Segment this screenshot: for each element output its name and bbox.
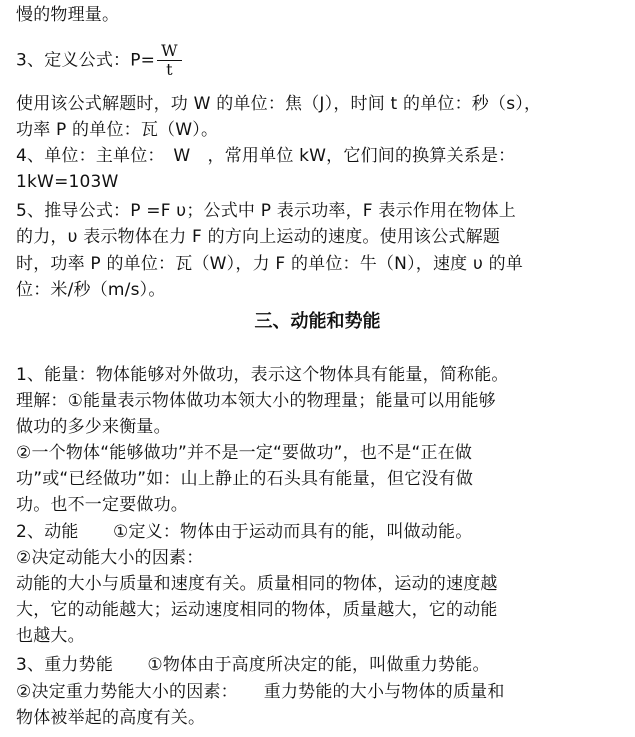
text-line: 使用该公式解题时，功 W 的单位：焦（J），时间 t 的单位：秒（s）， — [16, 94, 542, 114]
text-line: 1、能量：物体能够对外做功，表示这个物体具有能量，简称能。 — [16, 365, 509, 385]
section-heading: 三、动能和势能 — [254, 311, 381, 332]
text-line: 慢的物理量。 — [16, 5, 120, 25]
text-line: 2、动能 ①定义：物体由于运动而具有的能，叫做动能。 — [16, 522, 473, 542]
text-line: ②决定重力势能大小的因素： 重力势能的大小与物体的质量和 — [16, 682, 505, 702]
formula-prefix: 3、定义公式：P= — [16, 50, 156, 71]
text-line: 大，它的动能越大；运动速度相同的物体，质量越大，它的动能 — [16, 600, 498, 620]
text-line: 时，功率 P 的单位：瓦（W），力 F 的单位：牛（N），速度 υ 的单 — [16, 254, 524, 274]
text-line: 功率 P 的单位：瓦（W）。 — [16, 120, 219, 140]
text-line: 5、推导公式：P =F υ；公式中 P 表示功率，F 表示作用在物体上 — [16, 201, 516, 221]
text-line: 物体被举起的高度有关。 — [16, 708, 206, 728]
text-line: 3、重力势能 ①物体由于高度所决定的能，叫做重力势能。 — [16, 655, 490, 675]
text-line: 动能的大小与质量和速度有关。质量相同的物体，运动的速度越 — [16, 574, 498, 594]
text-line: 的力，υ 表示物体在力 F 的方向上运动的速度。使用该公式解题 — [16, 227, 501, 247]
text-line: 1kW=103W — [16, 172, 119, 192]
text-line: 做功的多少来衡量。 — [16, 417, 171, 437]
text-line: 4、单位：主单位： W ，常用单位 kW，它们间的换算关系是： — [16, 146, 516, 166]
text-line: 也越大。 — [16, 626, 85, 646]
text-line: ②一个物体“能够做功”并不是一定“要做功”，也不是“正在做 — [16, 443, 473, 463]
text-line: 功。也不一定要做功。 — [16, 495, 188, 515]
definition-formula-line — [16, 42, 623, 79]
text-line: ②决定动能大小的因素： — [16, 548, 204, 568]
formula-denominator: t — [166, 60, 173, 79]
power-formula-fraction — [157, 42, 182, 79]
text-line: 功”或“已经做功”如：山上静止的石头具有能量，但它没有做 — [16, 469, 474, 489]
text-line: 位：米/秒（m/s）。 — [16, 280, 166, 300]
text-line: 理解：①能量表示物体做功本领大小的物理量；能量可以用能够 — [16, 391, 496, 411]
formula-numerator: W — [157, 42, 182, 61]
